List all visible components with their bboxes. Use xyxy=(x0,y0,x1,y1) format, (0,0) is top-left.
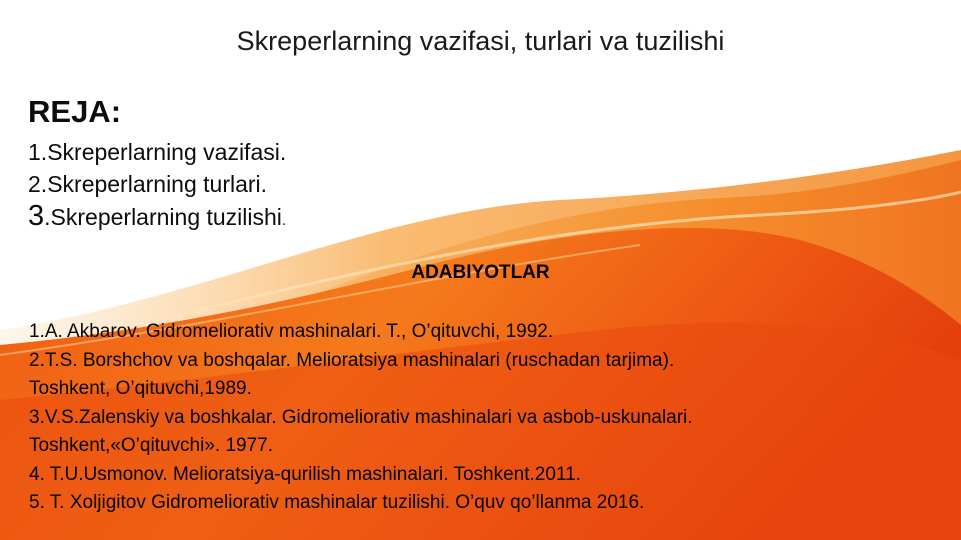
plan-item-2 xyxy=(28,168,286,200)
references-heading: ADABIYOTLAR xyxy=(411,262,550,283)
plan-item-1 xyxy=(28,136,286,168)
plan-item-suffix: . xyxy=(281,212,287,229)
reference-line: Toshkent,«O’qituvchi». 1977. xyxy=(29,435,273,456)
reference-line: 2.T.S. Borshchov va boshqalar. Melioratsiya mashinalari (ruschadan tarjima). xyxy=(29,349,675,371)
reference-line: 5. T. Xoljigitov Gidromeliorativ mashinalar tuzilishi. O’quv qo’llanma 2016. xyxy=(29,492,645,513)
plan-list xyxy=(28,136,286,237)
plan-item-text: Skreperlarning turlari. xyxy=(47,171,268,197)
reference-line: Toshkent, O’qituvchi,1989. xyxy=(29,378,252,399)
reference-line: 1.A. Akbarov. Gidromeliorativ mashinalari. T., O’qituvchi, 1992. xyxy=(29,321,554,342)
slide-title: Skreperlarning vazifasi, turlari va tuzilishi xyxy=(236,26,725,56)
plan-item-number: 1. xyxy=(28,139,48,165)
plan-item-text: .Skreperlarning tuzilishi xyxy=(44,204,282,230)
plan-item-number: 2. xyxy=(28,171,48,197)
references-list xyxy=(29,318,693,518)
plan-item-3 xyxy=(28,200,286,237)
plan-item-text: Skreperlarning vazifasi. xyxy=(47,139,287,165)
reference-line: 3.V.S.Zalenskiy va boshkalar. Gidromeliorativ mashinalari va asbob-uskunalari. xyxy=(29,406,693,428)
plan-item-number: 3 xyxy=(28,200,45,232)
plan-heading: REJA: xyxy=(28,94,122,129)
reference-line: 4. T.U.Usmonov. Melioratsiya-qurilish mashinalari. Toshkent.2011. xyxy=(29,463,581,485)
